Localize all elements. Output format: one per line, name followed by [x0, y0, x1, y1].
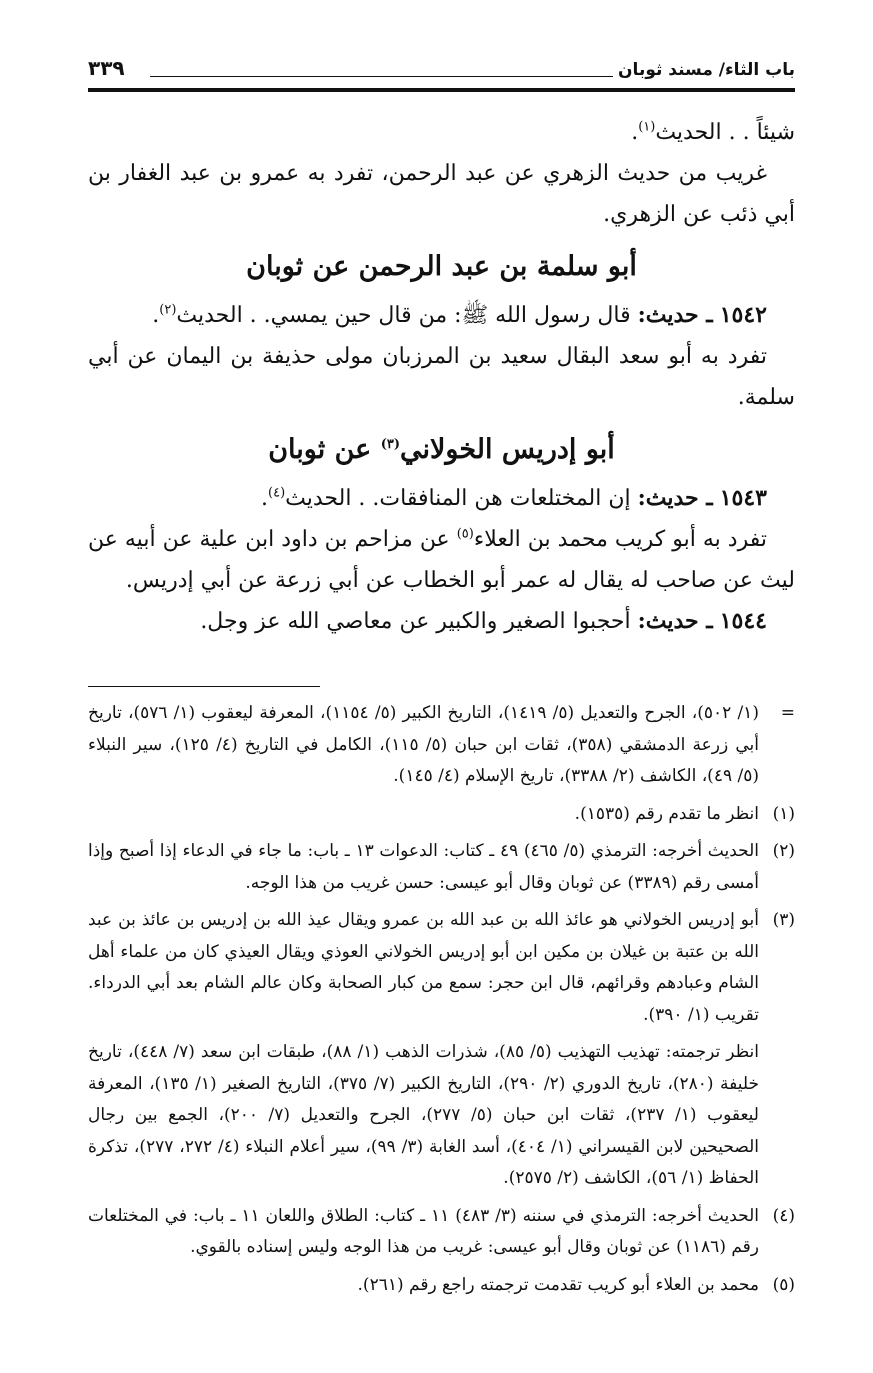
footnote-text: أبو إدريس الخولاني هو عائذ الله بن عبد الله بن عمرو ويقال عيذ الله بن إدريس بن عائذ بن عبد الله بن عتبة بن غيلان بن مكين ابن أبو إدريس الخولاني العوذي ويقال العيذي كان من علماء أهل الشام وعبادهم وقرائهم، قال ابن حجر: سمع من كبار الصحابة وكان عالم الشام بعد أبي الدرداء. تقريب (١/ ٣٩٠). [88, 910, 759, 1025]
section-heading-abu-salama: أبو سلمة بن عبد الرحمن عن ثوبان [246, 251, 637, 282]
footnote-1 [88, 799, 795, 831]
footnote-ref-5[interactable]: (٥) [456, 526, 474, 542]
footnotes [88, 698, 795, 1307]
footnote-mark [759, 1037, 795, 1195]
heading-2-main: أبو إدريس الخولاني [400, 434, 615, 465]
footnote-2 [88, 836, 795, 899]
footnote-3-continued [88, 1037, 795, 1195]
footnote-mark: = [780, 703, 795, 723]
footnote-text: الحديث أخرجه: الترمذي (٥/ ٤٦٥) ٤٩ ـ كتاب: الدعوات ١٣ ـ باب: ما جاء في الدعاء إذا أصبح وإذا أمسى رقم (٣٣٨٩) عن ثوبان وقال أبو عيسى: حسن غريب من هذا الوجه. [88, 841, 759, 893]
header-rule-thin [150, 76, 613, 77]
header-rule [88, 88, 795, 92]
hadith-number: ١٥٤٤ [719, 608, 767, 634]
hadith-number: ١٥٤٣ [719, 485, 767, 511]
hadith-text: أحجبوا الصغير والكبير عن معاصي الله عز وجل. [200, 609, 631, 634]
running-title: باب الثاء/ مسند ثوبان [618, 60, 795, 80]
footnote-4 [88, 1201, 795, 1264]
hadith-1543 [88, 478, 795, 519]
hadith-1544 [88, 601, 795, 642]
footnote-mark: (٢) [772, 841, 795, 861]
section-heading-abu-idris [88, 424, 795, 476]
hadith-text: قال رسول الله ﷺ: من قال حين يمسي. . الحديث [176, 303, 631, 328]
paragraph-4-start: تفرد به أبو كريب محمد بن العلاء [473, 527, 767, 552]
footnote-mark: (٤) [772, 1205, 795, 1226]
footnote-mark: (١) [772, 803, 795, 824]
footnote-ref-3[interactable]: (٣) [380, 437, 400, 452]
footnote-text: انظر ما تقدم رقم (١٥٣٥). [574, 803, 759, 824]
footnote-text: انظر ترجمته: تهذيب التهذيب (٥/ ٨٥)، شذرات الذهب (١/ ٨٨)، طبقات ابن سعد (٧/ ٤٤٨)، تاريخ خليفة (٢٨٠)، تاريخ الدوري (٢/ ٢٩٠)، التاريخ الكبير (٧/ ٣٧٥)، التاريخ الصغير (١/ ١٣٥)، المعرفة ليعقوب (١/ ٢٣٧)، ثقات ابن حبان (٥/ ٢٧٧)، الجرح والتعديل (٧/ ٢٠٠)، الجمع بين رجال الصحيحين لابن القيسراني (١/ ٤٠٤)، أسد الغابة (٣/ ٩٩)، سير أعلام النبلاء (٤/ ٢٧٢، ٢٧٧)، تذكرة الحفاظ (١/ ٥٦)، الكاشف (٢/ ٢٥٧٥). [88, 1042, 759, 1188]
footnote-ref-4[interactable]: (٤) [268, 485, 286, 501]
footnote-5 [88, 1270, 795, 1302]
footnote-ref-2[interactable]: (٢) [159, 302, 177, 318]
footnote-text: محمد بن العلاء أبو كريب تقدمت ترجمته راجع رقم (٢٦١). [357, 1274, 759, 1295]
hadith-1542 [88, 295, 795, 336]
footnote-text: (١/ ٥٠٢)، الجرح والتعديل (٥/ ١٤١٩)، التاريخ الكبير (٥/ ١١٥٤)، المعرفة ليعقوب (١/ ٥٧٦)، تاريخ أبي زرعة الدمشقي (٣٥٨)، ثقات ابن حبان (٥/ ١١٥)، الكامل في التاريخ (٤/ ١٢٥)، سير النبلاء (٥/ ٤٩)، الكاشف (٢/ ٣٣٨٨)، تاريخ الإسلام (٤/ ١٤٥). [88, 703, 759, 786]
footnote-mark: (٥) [772, 1274, 795, 1295]
hadith-end: . [152, 303, 160, 328]
paragraph-1-text: شيئاً . . الحديث [655, 120, 795, 145]
heading-2-tail: عن ثوبان [268, 434, 372, 465]
footnote-ref-1[interactable]: (١) [638, 119, 656, 135]
hadith-label: ـ حديث: [637, 302, 713, 328]
hadith-label: ـ حديث: [637, 608, 713, 634]
footnote-continuation [88, 698, 795, 793]
paragraph-4 [88, 519, 795, 601]
page-number: ٣٣٩ [88, 56, 125, 80]
paragraph-1-end: . [631, 120, 639, 145]
main-text [88, 112, 795, 642]
footnote-mark: (٣) [772, 910, 795, 930]
paragraph-4-rest: عن مزاحم بن داود ابن علية عن أبيه عن ليث عن صاحب له يقال له عمر أبو الخطاب عن أبي زرعة عن أبي إدريس. [88, 527, 795, 593]
paragraph-2: غريب من حديث الزهري عن عبد الرحمن، تفرد به عمرو بن عبد الغفار بن أبي ذئب عن الزهري. [88, 161, 795, 227]
footnote-3 [88, 905, 795, 1031]
paragraph-3: تفرد به أبو سعد البقال سعيد بن المرزبان مولى حذيفة بن اليمان عن أبي سلمة. [88, 344, 795, 410]
paragraph-1 [88, 112, 795, 153]
hadith-number: ١٥٤٢ [719, 302, 767, 328]
footnote-separator [88, 686, 320, 687]
hadith-text: إن المختلعات هن المنافقات. . الحديث [285, 486, 631, 511]
hadith-label: ـ حديث: [637, 485, 713, 511]
hadith-end: . [261, 486, 268, 511]
footnote-text: الحديث أخرجه: الترمذي في سننه (٣/ ٤٨٣) ١١ ـ كتاب: الطلاق واللعان ١١ ـ باب: في المختلعات رقم (١١٨٦) عن ثوبان وقال أبو عيسى: غريب من هذا الوجه وليس إسناده بالقوي. [88, 1205, 760, 1257]
